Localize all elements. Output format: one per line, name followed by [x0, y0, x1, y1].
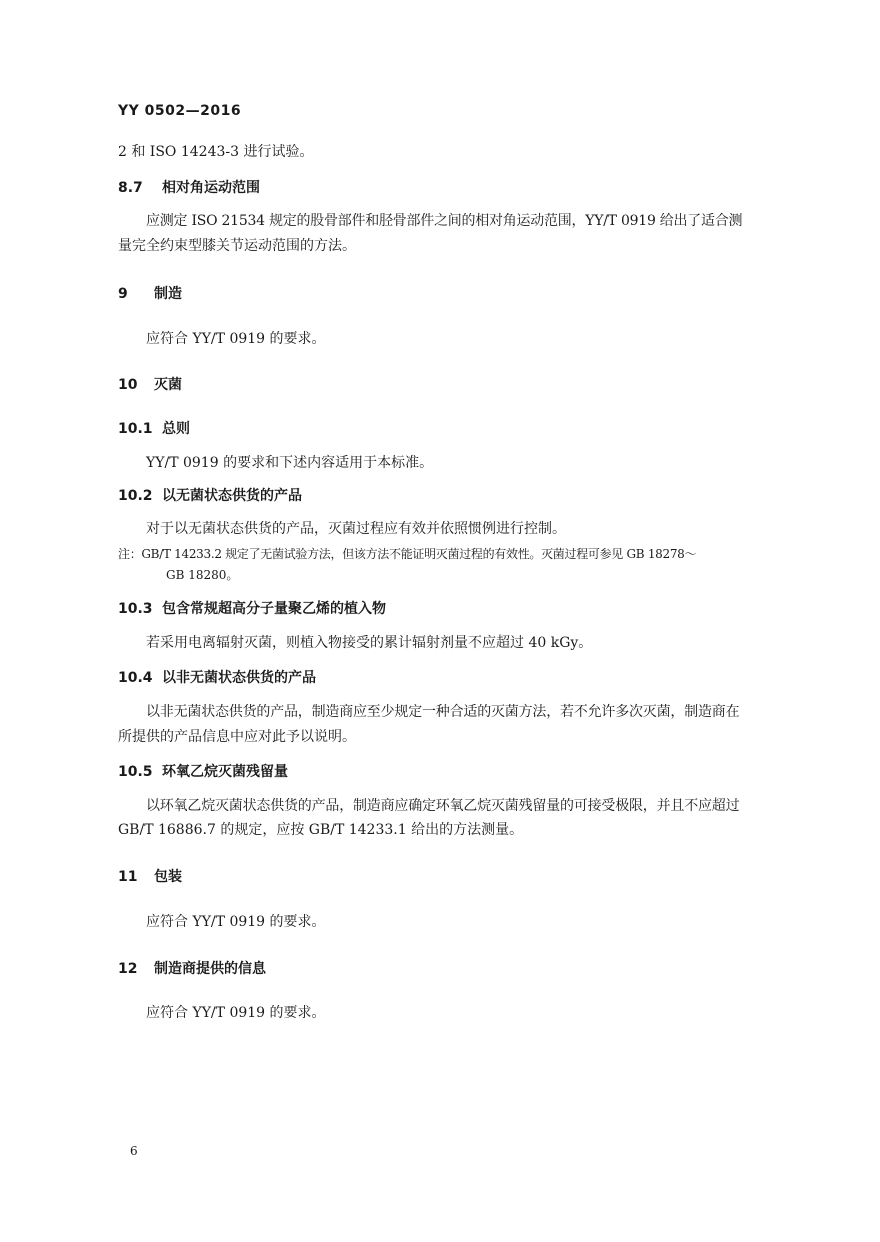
section-10-5-paragraph-line-2: GB/T 16886.7 的规定，应按 GB/T 14233.1 给出的方法测量。 — [118, 822, 524, 838]
section-12-heading — [118, 961, 266, 978]
section-number: 12 — [118, 961, 138, 977]
section-title: 以非无菌状态供货的产品 — [162, 670, 316, 686]
standard-code: YY 0502—2016 — [118, 103, 242, 119]
section-9-paragraph: 应符合 YY/T 0919 的要求。 — [146, 331, 326, 347]
section-8-7-heading — [118, 180, 260, 197]
note-line-2: GB 18280。 — [166, 568, 239, 582]
section-number: 10 — [118, 377, 138, 393]
section-10-3-paragraph: 若采用电离辐射灭菌，则植入物接受的累计辐射剂量不应超过 40 kGy。 — [146, 635, 593, 651]
section-10-4-paragraph-line-2: 所提供的产品信息中应对此予以说明。 — [118, 729, 356, 745]
note-line-1: 注：GB/T 14233.2 规定了无菌试验方法，但该方法不能证明灭菌过程的有效性。灭菌过程可参见 GB 18278～ — [118, 547, 697, 561]
section-10-heading — [118, 377, 182, 394]
page-number: 6 — [130, 1144, 138, 1158]
section-title: 相对角运动范围 — [162, 180, 260, 196]
section-10-2-heading — [118, 488, 302, 505]
section-8-7-paragraph-line-1: 应测定 ISO 21534 规定的股骨部件和胫骨部件之间的相对角运动范围，YY/T 0919 给出了适合测 — [146, 213, 743, 229]
section-title: 制造商提供的信息 — [154, 961, 266, 977]
section-12-paragraph: 应符合 YY/T 0919 的要求。 — [146, 1005, 326, 1021]
section-number: 8.7 — [118, 180, 143, 196]
section-title: 以无菌状态供货的产品 — [162, 488, 302, 504]
continued-text: 2 和 ISO 14243-3 进行试验。 — [118, 144, 314, 160]
section-10-4-paragraph-line-1: 以非无菌状态供货的产品，制造商应至少规定一种合适的灭菌方法，若不允许多次灭菌，制造商在 — [146, 704, 740, 720]
section-title: 总则 — [162, 421, 190, 437]
section-8-7-paragraph-line-2: 量完全约束型膝关节运动范围的方法。 — [118, 238, 356, 254]
section-number: 10.1 — [118, 421, 153, 437]
section-10-2-paragraph: 对于以无菌状态供货的产品，灭菌过程应有效并依照惯例进行控制。 — [146, 521, 566, 537]
section-number: 9 — [118, 286, 128, 302]
section-10-1-heading — [118, 421, 190, 438]
section-9-heading — [118, 286, 182, 303]
section-title: 包含常规超高分子量聚乙烯的植入物 — [162, 601, 386, 617]
section-title: 灭菌 — [154, 377, 182, 393]
section-number: 11 — [118, 869, 138, 885]
section-10-5-paragraph-line-1: 以环氧乙烷灭菌状态供货的产品，制造商应确定环氧乙烷灭菌残留量的可接受极限，并且不应超过 — [146, 798, 740, 814]
section-10-1-paragraph: YY/T 0919 的要求和下述内容适用于本标准。 — [146, 455, 434, 471]
section-title: 环氧乙烷灭菌残留量 — [162, 764, 288, 780]
section-number: 10.3 — [118, 601, 153, 617]
section-11-paragraph: 应符合 YY/T 0919 的要求。 — [146, 914, 326, 930]
section-10-4-heading — [118, 670, 316, 687]
section-number: 10.5 — [118, 764, 153, 780]
section-10-3-heading — [118, 601, 386, 618]
section-title: 制造 — [154, 286, 182, 302]
section-number: 10.2 — [118, 488, 153, 504]
section-11-heading — [118, 869, 182, 886]
section-number: 10.4 — [118, 670, 153, 686]
section-title: 包装 — [154, 869, 182, 885]
section-10-5-heading — [118, 764, 288, 781]
